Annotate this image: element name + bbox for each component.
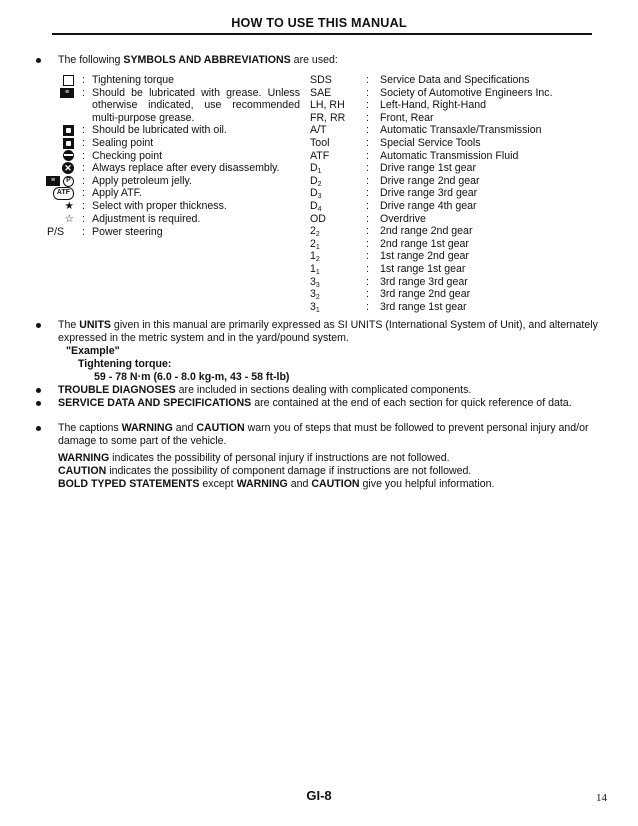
- petroleum-jelly-icon: ≡: [46, 176, 60, 186]
- torque-wrench-icon: [63, 75, 74, 86]
- abbr-row: SAE : Society of Automotive Engineers Inc.: [310, 86, 553, 99]
- page-title: HOW TO USE THIS MANUAL: [231, 16, 407, 30]
- symbol-list: [30, 74, 300, 238]
- bullet: [36, 323, 41, 328]
- title-rule: [52, 33, 592, 35]
- abbr-row: $1_2$ : 1st range 2nd gear: [310, 250, 469, 264]
- symbol-row-adjustment: ☆ : Adjustment is required.: [64, 212, 201, 225]
- abbr-row: $3_1$ : 3rd range 1st gear: [310, 300, 467, 314]
- symbol-row-replace: ✕ : Always replace after every disassembly.: [30, 162, 300, 175]
- oil-can-icon: [63, 125, 74, 136]
- sealing-point-icon: [63, 138, 74, 149]
- abbr-row: ATF : Automatic Transmission Fluid: [310, 149, 519, 162]
- captions-paragraph: The captions WARNING and CAUTION warn you of steps that must be followed to prevent personal injury and/or damage to some part of the vehicle.: [58, 422, 589, 447]
- section-page-code: GI-8: [306, 788, 332, 803]
- sds-paragraph: SERVICE DATA AND SPECIFICATIONS are contained at the end of each section for quick reference of data.: [58, 397, 572, 409]
- units-paragraph: The UNITS given in this manual are primarily expressed as SI UNITS (International System of Unit), and alternately expressed in the metric system and in the yard/pound system.: [58, 319, 598, 344]
- star-filled-icon: ★: [64, 200, 74, 213]
- symbol-row-oil: : Should be lubricated with oil.: [30, 124, 300, 137]
- star-outline-icon: ☆: [64, 212, 74, 225]
- abbr-row: A/T : Automatic Transaxle/Transmission: [310, 124, 542, 137]
- symbol-row-sealing: : Sealing point: [30, 137, 300, 150]
- abbr-row: $2_2$ : 2nd range 2nd gear: [310, 225, 473, 239]
- symbol-row-checking: : Checking point: [30, 150, 300, 163]
- abbr-row: LH, RH : Left-Hand, Right-Hand: [310, 99, 486, 112]
- symbol-row-torque: : Tightening torque: [30, 74, 300, 87]
- trouble-paragraph: TROUBLE DIAGNOSES are included in sections dealing with complicated components.: [58, 384, 472, 396]
- symbol-row-petroleum: ≡ P : Apply petroleum jelly.: [30, 175, 300, 188]
- atf-icon: ATF: [53, 187, 74, 200]
- bullet: [36, 58, 41, 63]
- symbol-row-atf: ATF : Apply ATF.: [30, 187, 300, 200]
- bold-statements-line: BOLD TYPED STATEMENTS except WARNING and CAUTION give you helpful information.: [58, 478, 495, 490]
- abbr-row: $3_3$ : 3rd range 3rd gear: [310, 275, 468, 289]
- abbr-row: FR, RR : Front, Rear: [310, 111, 434, 124]
- example-value: 59 - 78 N·m (6.0 - 8.0 kg-m, 43 - 58 ft-lb): [94, 371, 290, 383]
- abbr-row: OD : Overdrive: [310, 212, 426, 225]
- abbr-row: $1_1$ : 1st range 1st gear: [310, 262, 466, 276]
- warning-line: WARNING indicates the possibility of personal injury if instructions are not followed.: [58, 452, 450, 464]
- symbol-row-ps: P/S : Power steering: [47, 225, 163, 238]
- abbr-row: $D_1$ : Drive range 1st gear: [310, 162, 476, 176]
- page-number: 14: [596, 792, 607, 804]
- ps-abbrev: P/S: [47, 225, 65, 238]
- intro-line: The following SYMBOLS AND ABBREVIATIONS are used:: [58, 54, 338, 66]
- abbr-row: $3_2$ : 3rd range 2nd gear: [310, 288, 471, 302]
- checking-point-icon: [63, 150, 74, 161]
- bullet: [36, 388, 41, 393]
- bullet: [36, 426, 41, 431]
- abbr-row: SDS : Service Data and Specifications: [310, 74, 530, 86]
- abbr-row: $D_4$ : Drive range 4th gear: [310, 199, 477, 213]
- bullet: [36, 401, 41, 406]
- abbr-row: $D_3$ : Drive range 3rd gear: [310, 187, 478, 201]
- abbr-row: $D_2$ : Drive range 2nd gear: [310, 174, 480, 188]
- example-label: "Example": [66, 345, 120, 357]
- abbr-row: Tool : Special Service Tools: [310, 136, 481, 149]
- grease-icon: ≡: [60, 88, 74, 98]
- symbol-row-thickness: ★ : Select with proper thickness.: [64, 200, 227, 213]
- abbr-row: $2_1$ : 2nd range 1st gear: [310, 237, 469, 251]
- symbol-row-grease: ≡ : Should be lubricated with grease. Unless otherwise indicated, use recommended multi-purpose grease.: [30, 87, 300, 125]
- replace-x-icon: ✕: [62, 162, 74, 174]
- caution-line: CAUTION indicates the possibility of component damage if instructions are not followed.: [58, 465, 472, 477]
- abbreviation-list: [310, 74, 610, 313]
- example-title: Tightening torque:: [78, 358, 172, 370]
